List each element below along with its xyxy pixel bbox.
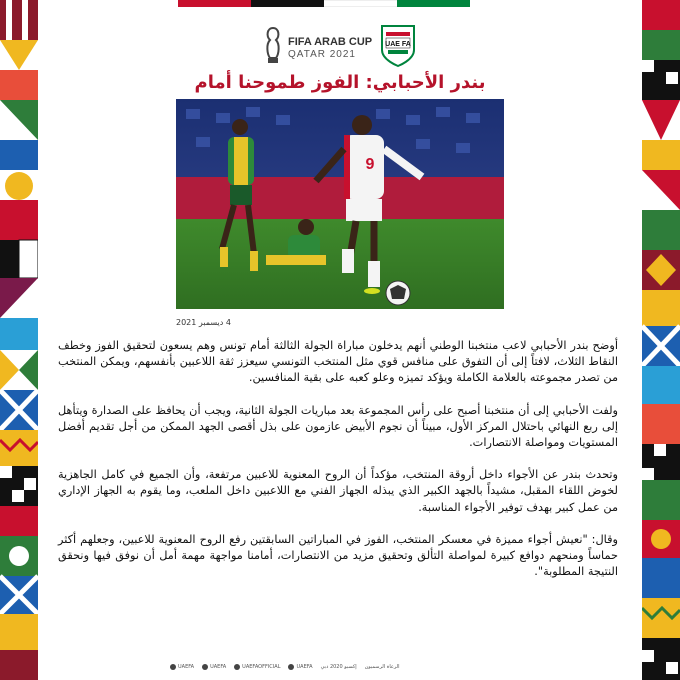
- uae-fa-logo-icon: [378, 22, 418, 68]
- article-date: 4 ديسمبر 2021: [176, 318, 231, 327]
- article-paragraph: وتحدث بندر عن الأجواء داخل أروقة المنتخب، مؤكداً أن الروح المعنوية للاعبين مرتفعة، وأن الجميع في كامل الجاهزية لخوض اللقاء المقبل، مشيداً بالجهد الكبير الذي يبذله الجهاز الفني مع اللاعبين داخل الملعب، وما يقوم به الجهاز الإداري من عمل كبير بهدف توفير الأجواء المناسبة.: [58, 468, 618, 514]
- article-body: [58, 338, 618, 596]
- footer-bar: [170, 660, 400, 674]
- player-number: 9: [365, 156, 375, 173]
- uae-fa-abbr: UAE FA: [385, 41, 411, 48]
- flag-bar-black: [251, 0, 324, 7]
- article-paragraph: أوضح بندر الأحبابي لاعب منتخبنا الوطني أنهم يدخلون مباراة الجولة الثالثة أمام تونس وهم يسعون لتحقيق الفوز وخطف النقاط الثلاث، لافتاً إلى أن التفوق على منافس قوي مثل المنتخب التونسي سيعزز ثقة اللاعبين بأنفسهم، ويمكن المنتخب من تصدر مجموعته بالعلامة الكاملة ويؤكد تميزه وعلو كعبه على بقية المنافسين.: [58, 339, 618, 385]
- right-pattern-strip: [642, 0, 680, 680]
- social-icon: [202, 664, 208, 670]
- social-icon: [234, 664, 240, 670]
- flag-bar-white: [324, 0, 397, 7]
- flag-bar-green: [397, 0, 470, 7]
- flag-bar-red: [178, 0, 251, 7]
- right-pattern-graphic: [642, 0, 680, 680]
- left-pattern-strip: [0, 0, 38, 680]
- social-handle: [288, 664, 312, 670]
- social-handle: [202, 664, 226, 670]
- match-photo-image: [176, 99, 504, 309]
- social-handle-label: UAEFA: [210, 664, 227, 670]
- article-title: بندر الأحبابي: الفوز طموحنا أمام: [194, 72, 486, 93]
- left-pattern-graphic: [0, 0, 38, 680]
- match-photo: [176, 99, 504, 309]
- article-paragraph: ولفت الأحبابي إلى أن منتخبنا أصبح على رأس المجموعة بعد مباريات الجولة الثانية، ويجب أن يحافظ على الصدارة ويتأهل إلى ربع النهائي باحتلال المركز الأول، مبيناً أن نجوم الأبيض عازمون على بذل أقصى الجهد الممكن من أجل تقديم أفضل المستويات ومواصلة الانتصارات.: [58, 403, 618, 450]
- social-handle-label: UAEFAOFFICIAL: [242, 664, 281, 670]
- social-icon: [288, 664, 294, 670]
- social-handle: [170, 664, 194, 670]
- social-handle-label: UAEFA: [178, 664, 195, 670]
- social-handle-label: UAEFA: [296, 664, 313, 670]
- article-paragraph: وقال: "نعيش أجواء مميزة في معسكر المنتخب، الفوز في المباراتين السابقتين رفع الروح المعنوية للاعبين، وجعلهم أكثر حماساً ومنحهم دوافع كبيرة لمواصلة التألق وتحقيق مزيد من الانتصارات، أمامنا مواجهة مهمة أمل أن نوفق فيها ونحقق النتيجة المطلوبة".: [58, 532, 618, 579]
- fifa-title: FIFA ARAB CUP: [288, 36, 373, 48]
- expo-logo: إكسبو 2020 دبي: [320, 664, 357, 670]
- social-handle: [234, 664, 280, 670]
- social-icon: [170, 664, 176, 670]
- sponsors-label: الرعاة الرسميون: [364, 664, 400, 670]
- fifa-arab-cup-logo-icon: [262, 26, 284, 66]
- fifa-subtitle: QATAR 2021: [288, 49, 356, 60]
- flag-bar: [178, 0, 470, 7]
